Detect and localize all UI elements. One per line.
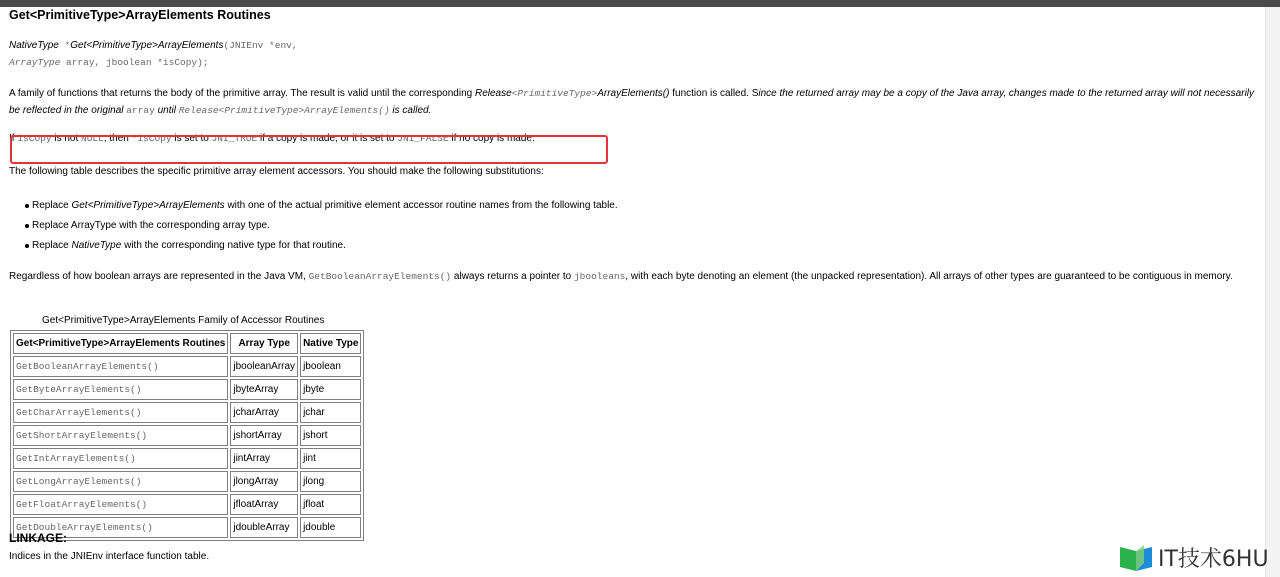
header-routines: Get<PrimitiveType>ArrayElements Routines <box>13 333 228 354</box>
table-row <box>13 448 361 469</box>
sig-params-2: array, jboolean *isCopy); <box>60 57 209 68</box>
bullet-icon <box>25 244 29 248</box>
array-type-cell: jshortArray <box>230 425 298 446</box>
p2-code-jni-true: JNI_TRUE <box>211 133 258 144</box>
array-type-cell: jlongArray <box>230 471 298 492</box>
routine-cell: GetBooleanArrayElements() <box>13 356 228 377</box>
p2-text-4: is set to <box>171 133 212 144</box>
routine-cell: GetLongArrayElements() <box>13 471 228 492</box>
routine-cell: GetIntArrayElements() <box>13 448 228 469</box>
list-item <box>9 239 618 259</box>
sig-params-1: (JNIEnv *env, <box>223 40 298 51</box>
p1-release-3: ArrayElements() <box>597 88 670 99</box>
accessor-table <box>10 330 364 541</box>
native-type-cell: jlong <box>300 471 361 492</box>
native-type-cell: jshort <box>300 425 361 446</box>
p2-code-iscopy: isCopy <box>17 133 52 144</box>
boolean-arrays-paragraph <box>9 268 1257 285</box>
table-row <box>13 425 361 446</box>
p1-text-3: ince the returned array may be a copy of the Java array, changes made to the returned array will not necessarily be reflected in the original <box>9 88 1255 116</box>
p1-text-5: is called. <box>389 105 432 116</box>
sig-star: * <box>58 40 71 51</box>
table-caption: Get<PrimitiveType>ArrayElements Family of Accessor Routines <box>42 315 325 326</box>
array-type-cell: jintArray <box>230 448 298 469</box>
top-bar <box>0 0 1280 7</box>
array-type-cell: jfloatArray <box>230 494 298 515</box>
p2-code-null: NULL <box>81 133 104 144</box>
p1-release-2: <PrimitiveType> <box>511 88 598 99</box>
p2-text-2: is not <box>51 133 82 144</box>
list-item <box>9 199 618 219</box>
native-type-cell: jfloat <box>300 494 361 515</box>
b2-text: Replace ArrayType with the corresponding array type. <box>32 220 270 231</box>
list-item <box>9 219 618 239</box>
b1-post: with one of the actual primitive element accessor routine names from the following table. <box>224 200 618 211</box>
p1-code-release: Release<PrimitiveType>ArrayElements() <box>178 105 390 116</box>
sig-func-name: Get<PrimitiveType>ArrayElements <box>70 40 224 51</box>
routine-cell: GetFloatArrayElements() <box>13 494 228 515</box>
function-signature <box>9 37 298 71</box>
substitution-list <box>9 199 618 259</box>
p2-text-3: , then <box>103 133 132 144</box>
p2-text-1: If <box>9 133 18 144</box>
p1-release-1: Release <box>474 88 512 99</box>
b3-pre: Replace <box>32 240 72 251</box>
p4-text-2: always returns a pointer to <box>451 271 574 282</box>
substitution-intro: The following table describes the specific primitive array element accessors. You should make the following substitutions: <box>9 166 544 177</box>
b1-pre: Replace <box>32 200 72 211</box>
array-type-cell: jdoubleArray <box>230 517 298 538</box>
table-row <box>13 494 361 515</box>
section-heading: Get<PrimitiveType>ArrayElements Routines <box>9 8 271 22</box>
routine-cell: GetDoubleArrayElements() <box>13 517 228 538</box>
p4-text-1: Regardless of how boolean arrays are represented in the Java VM, <box>9 271 309 282</box>
p2-code-star-iscopy: *isCopy <box>131 133 172 144</box>
p4-text-3: , with each byte denoting an element (the unpacked representation). All arrays of other types are guaranteed to be contiguous in memory. <box>625 271 1233 282</box>
p1-text-4: until <box>154 105 179 116</box>
p1-text-2: function is called. S <box>669 88 759 99</box>
p4-code-getboolean: GetBooleanArrayElements() <box>308 271 452 282</box>
header-array-type: Array Type <box>230 333 298 354</box>
scrollbar[interactable] <box>1265 7 1280 577</box>
routine-cell: GetShortArrayElements() <box>13 425 228 446</box>
highlight-box <box>10 135 608 164</box>
native-type-cell: jint <box>300 448 361 469</box>
watermark <box>1118 542 1269 573</box>
bullet-icon <box>25 204 29 208</box>
sig-native-type: NativeType <box>9 40 59 51</box>
watermark-text: IT技术6HU <box>1158 547 1269 572</box>
linkage-heading: LINKAGE: <box>9 531 67 545</box>
sig-array-type: ArrayType <box>9 57 61 68</box>
native-type-cell: jboolean <box>300 356 361 377</box>
b3-post: with the corresponding native type for that routine. <box>121 240 346 251</box>
table-row <box>13 402 361 423</box>
description-paragraph <box>9 85 1257 119</box>
array-type-cell: jcharArray <box>230 402 298 423</box>
native-type-cell: jchar <box>300 402 361 423</box>
table-row <box>13 379 361 400</box>
p4-code-jbooleans: jbooleans <box>573 271 626 282</box>
native-type-cell: jdouble <box>300 517 361 538</box>
array-type-cell: jbooleanArray <box>230 356 298 377</box>
native-type-cell: jbyte <box>300 379 361 400</box>
array-type-cell: jbyteArray <box>230 379 298 400</box>
routine-cell: GetByteArrayElements() <box>13 379 228 400</box>
p1-code-array: array <box>126 105 155 116</box>
linkage-text: Indices in the JNIEnv interface function table. <box>9 551 210 562</box>
b1-italic: Get<PrimitiveType>ArrayElements <box>71 200 225 211</box>
p2-text-5: if a copy is made; or it is set to <box>257 133 398 144</box>
table-header-row <box>13 333 361 354</box>
table-row <box>13 471 361 492</box>
p1-text-1: A family of functions that returns the body of the primitive array. The result is valid until the corresponding <box>9 88 475 99</box>
header-native-type: Native Type <box>300 333 361 354</box>
book-logo-icon <box>1118 543 1154 573</box>
p2-code-jni-false: JNI_FALSE <box>397 133 449 144</box>
bullet-icon <box>25 224 29 228</box>
table-row <box>13 356 361 377</box>
p2-text-6: if no copy is made. <box>448 133 535 144</box>
routine-cell: GetCharArrayElements() <box>13 402 228 423</box>
b3-italic: NativeType <box>71 240 122 251</box>
